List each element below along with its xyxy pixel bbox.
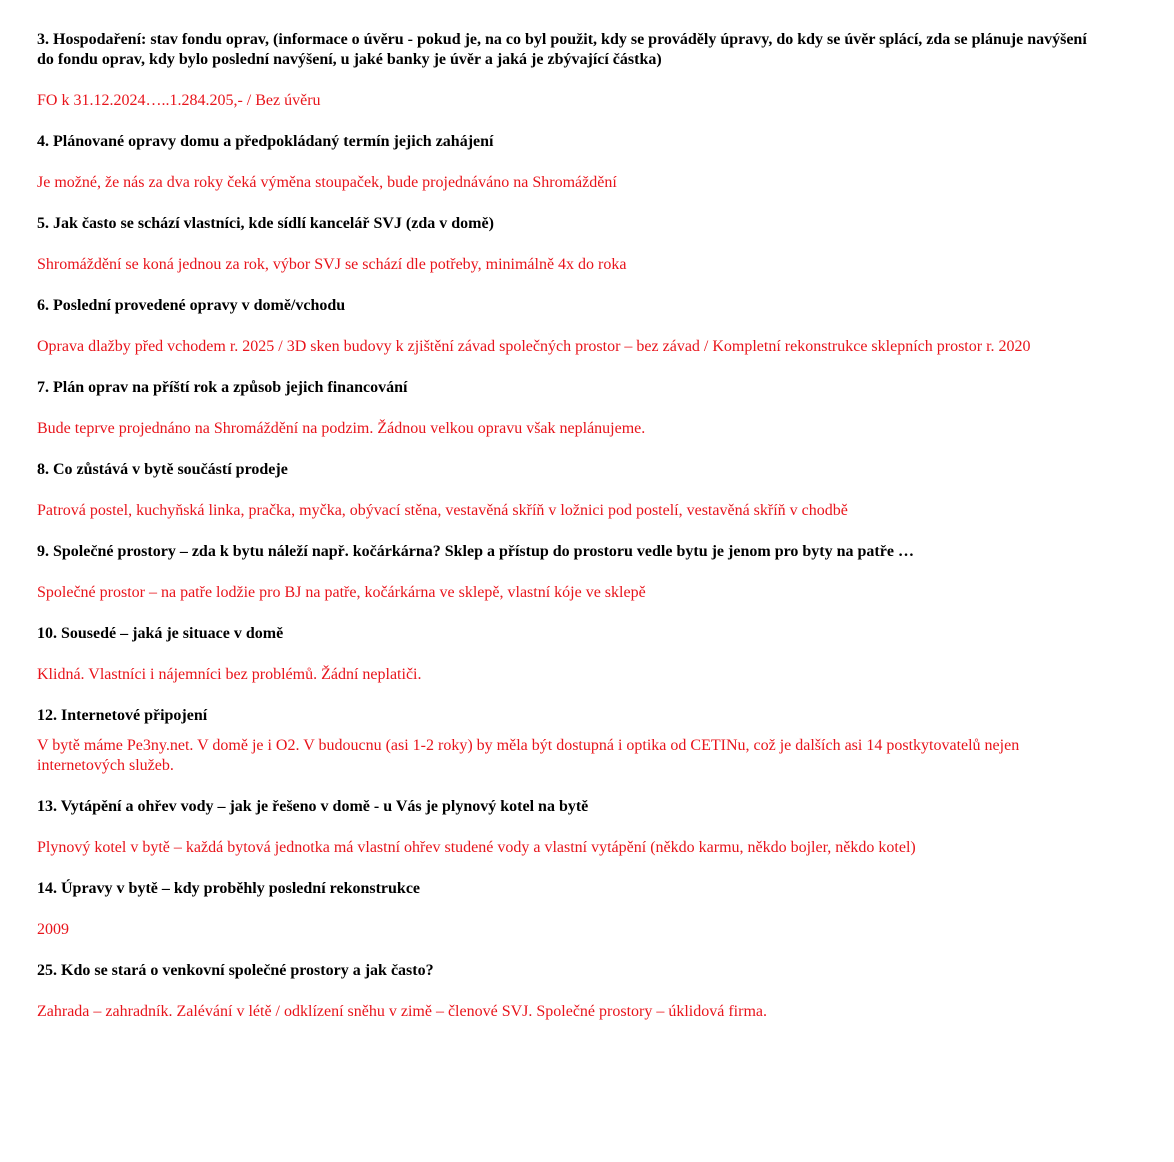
qa-item-12: [37, 706, 1107, 726]
answer-5: Shromáždění se koná jednou za rok, výbor SVJ se schází dle potřeby, minimálně 4x do roka: [37, 256, 627, 273]
answer-block-6: [37, 337, 1107, 357]
question-4: 4. Plánované opravy domu a předpokládaný termín jejich zahájení: [37, 133, 494, 150]
answer-25: Zahrada – zahradník. Zalévání v létě / odklízení sněhu v zimě – členové SVJ. Společné prostory – úklidová firma.: [37, 1003, 767, 1020]
answer-14: 2009: [37, 921, 69, 938]
answer-3: FO k 31.12.2024…..1.284.205,- / Bez úvěru: [37, 92, 321, 109]
answer-12: V bytě máme Pe3ny.net. V domě je i O2. V budoucnu (asi 1-2 roky) by měla být dostupná i optika od CETINu, což je dalších asi 14 postkytovatelů nejen internetových služeb.: [37, 737, 1020, 774]
answer-7: Bude teprve projednáno na Shromáždění na podzim. Žádnou velkou opravu však neplánujeme.: [37, 420, 646, 437]
answer-block-14: [37, 920, 1107, 940]
question-8: 8. Co zůstává v bytě součástí prodeje: [37, 461, 288, 478]
document-body: [37, 30, 1107, 1022]
qa-item-5: [37, 214, 1107, 234]
qa-item-10: [37, 624, 1107, 644]
question-10: 10. Sousedé – jaká je situace v domě: [37, 625, 284, 642]
answer-block-5: [37, 255, 1107, 275]
qa-item-14: [37, 879, 1107, 899]
answer-4: Je možné, že nás za dva roky čeká výměna stoupaček, bude projednáváno na Shromáždění: [37, 174, 617, 191]
qa-item-3: [37, 30, 1107, 70]
answer-8: Patrová postel, kuchyňská linka, pračka, myčka, obývací stěna, vestavěná skříň v ložnici pod postelí, vestavěná skříň v chodbě: [37, 502, 848, 519]
question-25: 25. Kdo se stará o venkovní společné prostory a jak často?: [37, 962, 434, 979]
qa-item-9: [37, 542, 1107, 562]
answer-9: Společné prostor – na patře lodžie pro BJ na patře, kočárkárna ve sklepě, vlastní kóje ve sklepě: [37, 584, 646, 601]
question-3: 3. Hospodaření: stav fondu oprav, (informace o úvěru - pokud je, na co byl použit, kdy se prováděly úpravy, do kdy se úvěr splácí, zda se plánuje navýšení do fondu oprav, kdy bylo poslední navýšení, u jaké banky je úvěr a jaká je zbývající částka): [37, 31, 1087, 68]
answer-block-3: [37, 91, 1107, 111]
question-5: 5. Jak často se schází vlastníci, kde sídlí kancelář SVJ (zda v domě): [37, 215, 494, 232]
answer-block-13: [37, 838, 1107, 858]
answer-block-10: [37, 665, 1107, 685]
answer-block-25: [37, 1002, 1107, 1022]
question-14: 14. Úpravy v bytě – kdy proběhly poslední rekonstrukce: [37, 880, 421, 897]
answer-10: Klidná. Vlastníci i nájemníci bez problémů. Žádní neplatiči.: [37, 666, 422, 683]
qa-item-8: [37, 460, 1107, 480]
question-12: 12. Internetové připojení: [37, 707, 208, 724]
answer-block-9: [37, 583, 1107, 603]
qa-item-13: [37, 797, 1107, 817]
question-9: 9. Společné prostory – zda k bytu náleží např. kočárkárna? Sklep a přístup do prostoru vedle bytu je jenom pro byty na patře …: [37, 543, 914, 560]
answer-block-8: [37, 501, 1107, 521]
question-13: 13. Vytápění a ohřev vody – jak je řešeno v domě - u Vás je plynový kotel na bytě: [37, 798, 589, 815]
question-7: 7. Plán oprav na příští rok a způsob jejich financování: [37, 379, 408, 396]
answer-6: Oprava dlažby před vchodem r. 2025 / 3D sken budovy k zjištění závad společných prostor – bez závad / Kompletní rekonstrukce sklepních prostor r. 2020: [37, 338, 1031, 355]
answer-block-7: [37, 419, 1107, 439]
qa-item-7: [37, 378, 1107, 398]
qa-item-4: [37, 132, 1107, 152]
qa-item-25: [37, 961, 1107, 981]
answer-13: Plynový kotel v bytě – každá bytová jednotka má vlastní ohřev studené vody a vlastní vytápění (někdo karmu, někdo bojler, někdo kotel): [37, 839, 916, 856]
question-6: 6. Poslední provedené opravy v domě/vchodu: [37, 297, 346, 314]
qa-item-6: [37, 296, 1107, 316]
answer-block-12: [37, 736, 1107, 776]
answer-block-4: [37, 173, 1107, 193]
